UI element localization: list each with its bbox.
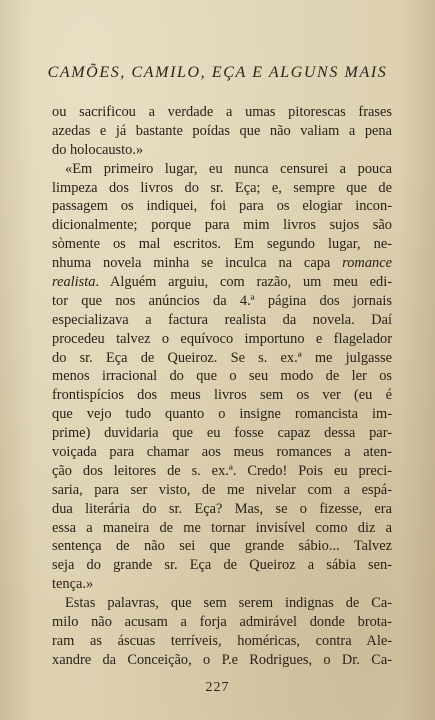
- text-line: sòmente os mal escritos. Em segundo lugar, ne-: [52, 236, 392, 253]
- text-line: limpeza dos livros do sr. Eça; e, sempre que de: [52, 179, 392, 196]
- text-line: dua literária do sr. Eça? Mas, se o fizesse, era: [52, 500, 392, 517]
- text-line: que vejo tudo quanto o insigne romancista im-: [52, 406, 392, 423]
- text-line: prime) duvidaria que eu fosse capaz dessa par-: [52, 425, 392, 442]
- text-line: milo não acusam a forja admirável donde brota-: [52, 614, 392, 631]
- text-line: nhuma novela minha se inculca na capa romance: [52, 255, 392, 272]
- text-line: procedeu talvez o equívoco importuno e flagelador: [52, 330, 392, 347]
- text-line: ou sacrificou a verdade a umas pitorescas frases: [52, 104, 392, 120]
- text-line: ram as áscuas terríveis, homéricas, contra Ale-: [52, 632, 392, 649]
- text-line: dicionalmente; porque para mim livros sujos são: [52, 217, 392, 234]
- text-line: «Em primeiro lugar, eu nunca censurei a pouca: [65, 160, 392, 177]
- text-line: menos irracional do que o seu modo de ler os: [52, 368, 392, 385]
- text-line: saria, para ser visto, de me nivelar com a espá-: [52, 481, 392, 498]
- text-line: especializava a factura realista da novela. Daí: [52, 311, 392, 328]
- text-line: tença.»: [52, 576, 94, 593]
- text-line: xandre da Conceição, o P.e Rodrigues, o Dr. Ca-: [52, 651, 392, 668]
- running-head: CAMÕES, CAMILO, EÇA E ALGUNS MAIS: [47, 64, 388, 81]
- text-line: essa a maneira de me tornar invisível como diz a: [52, 519, 392, 536]
- text-line: seja do grande sr. Eça de Queiroz a sábia sen-: [52, 557, 392, 574]
- text-line: voiçada para chamar aos meus romances a aten-: [52, 444, 392, 461]
- text-line: passagem os indiquei, foi para os elogiar incon-: [52, 198, 392, 215]
- text-line: ção dos leitores de s. ex.ª. Credo! Pois eu preci-: [52, 462, 392, 479]
- text-line: frontispícios dos meus livros sem os ver (eu é: [52, 387, 392, 404]
- page-number: 227: [205, 680, 230, 695]
- text-line: sentença de não sei que grande sábio... Talvez: [52, 538, 392, 555]
- text-line: do holocausto.»: [52, 141, 144, 158]
- text-line: Estas palavras, que sem serem indignas de Ca-: [65, 595, 392, 612]
- text-line: do sr. Eça de Queiroz. Se s. ex.ª me julgasse: [52, 349, 392, 366]
- text-line: realista. Alguém arguiu, com razão, um meu edi-: [52, 274, 392, 291]
- body-text: [52, 103, 392, 670]
- text-line: tor que nos anúncios da 4.ª página dos jornais: [52, 292, 392, 309]
- text-line: azedas e já bastante poídas que não valiam a pena: [52, 122, 392, 139]
